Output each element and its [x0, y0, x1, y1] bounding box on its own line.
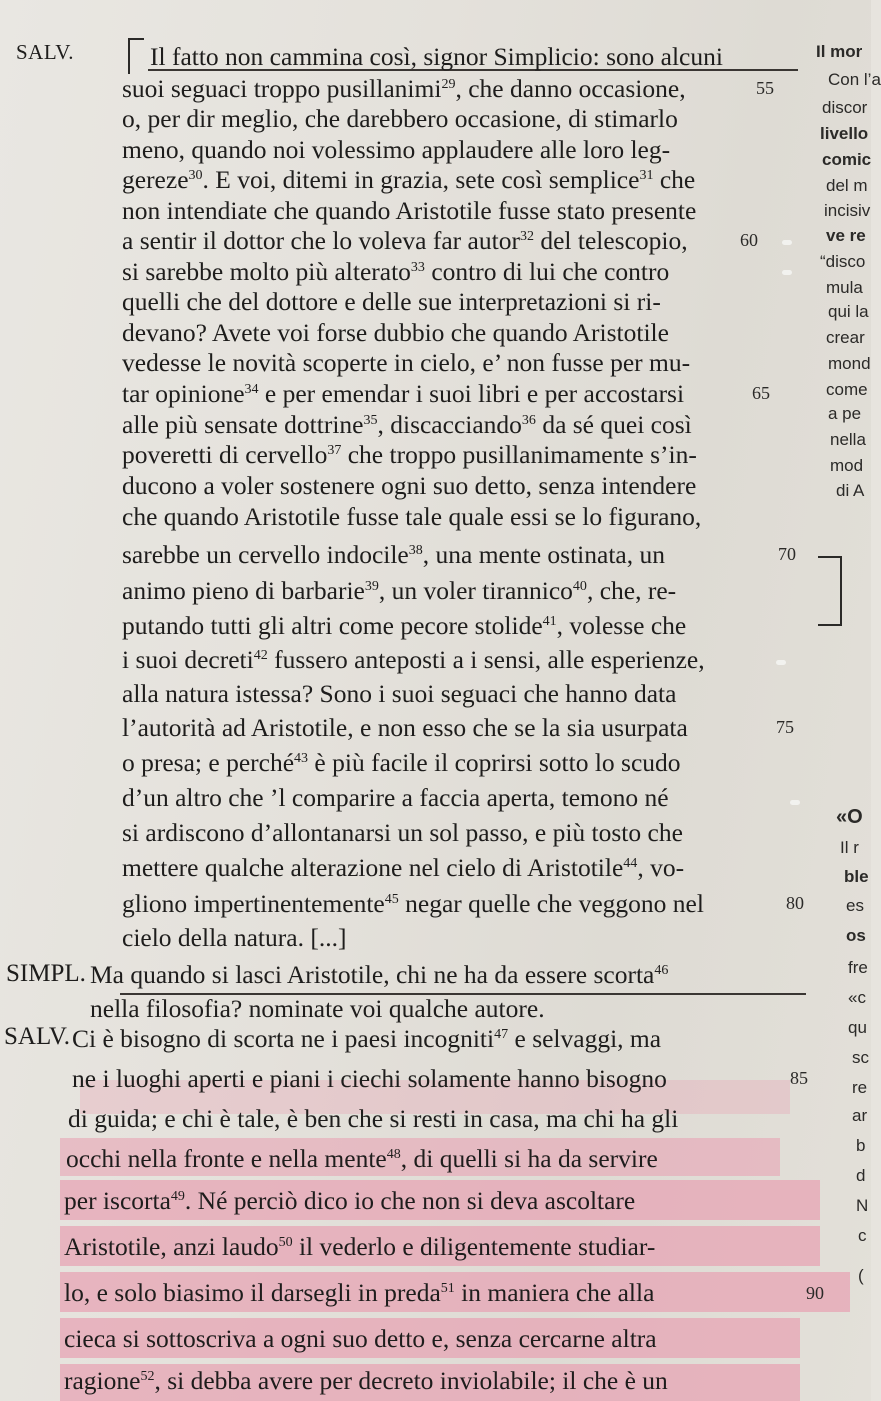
text-line: nella filosofia? nominate voi qualche autore. [90, 994, 545, 1023]
margin-fragment: sc [852, 1048, 869, 1067]
text-line: che quando Aristotile fusse tale quale essi se lo figurano, [122, 502, 702, 531]
text-line: Aristotile, anzi laudo$^{50}$ il vederlo e diligentemente studiar- [64, 1232, 656, 1261]
margin-fragment: “disco [820, 252, 866, 271]
margin-fragment: es [846, 896, 864, 915]
text-line: animo pieno di barbarie$^{39}$, un voler tirannico$^{40}$, che, re- [122, 576, 677, 605]
line-number: 70 [778, 544, 796, 564]
margin-fragment: Il r [840, 838, 859, 857]
text-line: si sarebbe molto più alterato$^{33}$ contro di lui che contro [122, 257, 670, 286]
margin-fragment: N [856, 1196, 869, 1215]
margin-fragment: crear [826, 328, 865, 347]
paper-speck [776, 660, 786, 665]
margin-fragment: ( [858, 1266, 864, 1285]
text-line: o, per dir meglio, che darebbero occasione, di stimarlo [122, 104, 678, 133]
line-number: 55 [756, 78, 774, 98]
margin-fragment: Il mor [816, 42, 863, 61]
margin-fragment: del m [826, 176, 868, 195]
margin-fragment: «c [848, 988, 866, 1007]
margin-fragment: ve re [826, 226, 866, 245]
line-number: 80 [786, 893, 804, 913]
text-line: occhi nella fronte e nella mente$^{48}$, di quelli si ha da servire [66, 1144, 658, 1173]
text-line: alle più sensate dottrine$^{35}$, discacciando$^{36}$ da sé quei così [122, 410, 692, 439]
margin-fragment: ble [844, 867, 869, 886]
margin-fragment: mula [826, 278, 863, 297]
text-line: a sentir il dottor che lo voleva far autor$^{32}$ del telescopio, [122, 226, 688, 255]
text-line: mettere qualche alterazione nel cielo di Aristotile$^{44}$, vo- [122, 853, 685, 882]
text-line: di guida; e chi è tale, è ben che si resti in casa, ma chi ha gli [68, 1104, 679, 1133]
margin-fragment: re [852, 1078, 868, 1097]
text-line: d’un altro che ’l comparire a faccia aperta, temono né [122, 783, 669, 812]
text-line: meno, quando noi volessimo applaudere alle loro leg- [122, 135, 671, 164]
margin-fragment: di A [836, 481, 865, 500]
speaker-salviati: SALV. [16, 40, 74, 64]
text-line: ducono a voler sostenere ogni suo detto, senza intendere [122, 471, 697, 500]
paper-speck [782, 240, 792, 245]
text-line: ragione$^{52}$, si debba avere per decreto inviolabile; il che è un [64, 1366, 668, 1395]
text-line: devano? Avete voi forse dubbio che quando Aristotile [122, 318, 669, 347]
text-line: quelli che del dottore e delle sue interpretazioni si ri- [122, 287, 661, 316]
text-line: si ardiscono d’allontanarsi un sol passo, e più tosto che [122, 818, 683, 847]
margin-fragment: «O [836, 806, 863, 828]
text-line: putando tutti gli altri come pecore stolide$^{41}$, volesse che [122, 611, 687, 640]
text-line: non intendiate che quando Aristotile fusse stato presente [122, 196, 697, 225]
text-line: tar opinione$^{34}$ e per emendar i suoi libri e per accostarsi [122, 379, 685, 408]
margin-fragment: d [856, 1166, 866, 1185]
paper-speck [790, 800, 800, 805]
paper-speck [782, 270, 792, 275]
text-line: o presa; e perché$^{43}$ è più facile il coprirsi sotto lo scudo [122, 748, 681, 777]
margin-fragment: qui la [828, 302, 869, 321]
text-line: per iscorta$^{49}$. Né perciò dico io che non si deva ascoltare [64, 1186, 636, 1215]
margin-fragment: livello [820, 124, 869, 143]
margin-fragment: nella [830, 430, 866, 449]
text-line: l’autorità ad Aristotile, e non esso che se la sia usurpata [122, 713, 688, 742]
text-line: Ma quando si lasci Aristotile, chi ne ha da essere scorta$^{46}$ [90, 960, 669, 989]
margin-fragment: Con l’a [828, 70, 881, 89]
margin-fragment: discor [822, 98, 868, 117]
text-line: suoi seguaci troppo pusillanimi$^{29}$, che danno occasione, [122, 74, 686, 103]
margin-fragment: mod [830, 456, 864, 475]
text-line: Ci è bisogno di scorta ne i paesi incogniti$^{47}$ e selvaggi, ma [72, 1024, 662, 1053]
margin-fragment: c [858, 1226, 867, 1245]
text-line: gereze$^{30}$. E voi, ditemi in grazia, sete così semplice$^{31}$ che [122, 165, 696, 194]
line-number: 65 [752, 383, 770, 403]
line-number: 90 [806, 1283, 824, 1303]
text-line: cielo della natura. [...] [122, 923, 347, 952]
text-line: cieca si sottoscriva a ogni suo detto e, senza cercarne altra [64, 1324, 657, 1353]
line-number: 75 [776, 717, 794, 737]
margin-fragment: fre [848, 958, 868, 977]
text-line: alla natura istessa? Sono i suoi seguaci che hanno data [122, 679, 677, 708]
speaker-simplicio: SIMPL. [6, 960, 86, 987]
line-number: 60 [740, 230, 758, 250]
margin-fragment: b [856, 1136, 866, 1155]
text-line: Il fatto non cammina così, signor Simplicio: sono alcuni [150, 42, 723, 71]
margin-fragment: come [826, 380, 868, 399]
speaker-salviati-2: SALV. [4, 1023, 71, 1050]
margin-fragment: mond [828, 354, 871, 373]
margin-fragment: qu [848, 1018, 867, 1037]
text-line: i suoi decreti$^{42}$ fussero anteposti a i sensi, alle esperienze, [122, 645, 705, 674]
margin-fragment: incisiv [824, 201, 871, 220]
margin-fragment: ar [852, 1106, 868, 1125]
text-line: lo, e solo biasimo il darsegli in preda$^{51}$ in maniera che alla [64, 1278, 655, 1307]
text-line: ne i luoghi aperti e piani i ciechi solamente hanno bisogno [72, 1064, 667, 1093]
text-line: vedesse le novità scoperte in cielo, e’ non fusse per mu- [122, 348, 691, 377]
quote-bracket [128, 38, 144, 74]
line-number: 85 [790, 1068, 808, 1088]
margin-fragment: comic [822, 150, 872, 169]
text-line: poveretti di cervello$^{37}$ che troppo pusillanimamente s’in- [122, 440, 697, 469]
text-line: gliono impertinentemente$^{45}$ negar quelle che veggono nel [122, 889, 704, 918]
margin-fragment: a pe [828, 404, 862, 423]
text-line: sarebbe un cervello indocile$^{38}$, una mente ostinata, un [122, 540, 665, 569]
side-bracket [818, 556, 842, 626]
margin-fragment: os [846, 926, 866, 945]
